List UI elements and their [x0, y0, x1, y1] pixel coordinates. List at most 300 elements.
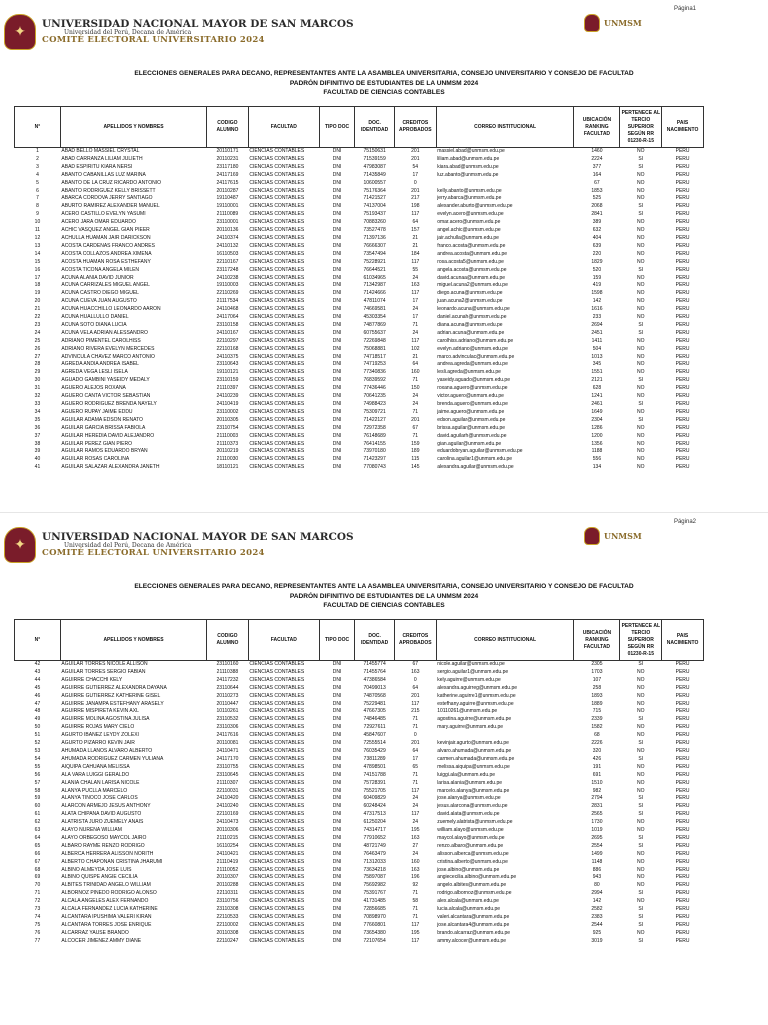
- table-row: [15, 172, 704, 180]
- doc-id: 75309721: [363, 408, 386, 415]
- doc-type: DNI: [332, 377, 342, 384]
- doc-id: 47983087: [363, 163, 386, 170]
- credits: 196: [411, 874, 420, 881]
- tercio-superior: NO: [637, 306, 645, 313]
- tercio-superior: NO: [637, 148, 645, 154]
- student-code: 21110003: [216, 432, 239, 439]
- row-number: 69: [34, 874, 41, 881]
- faculty: CIENCIAS CONTABLES: [249, 763, 305, 770]
- country: PERU: [675, 393, 690, 400]
- row-number: 47: [34, 700, 41, 707]
- email[interactable]: carmen.ahumada@unmsm.edu.pe: [437, 755, 515, 762]
- row-number: 14: [34, 250, 41, 257]
- tercio-superior: NO: [637, 408, 645, 415]
- faculty: CIENCIAS CONTABLES: [249, 811, 305, 818]
- credits: 64: [412, 747, 419, 754]
- row-number: 35: [34, 416, 41, 423]
- student-name: AIQUIPA CAHUANA MELISSA: [61, 763, 130, 770]
- col-email: CORREO INSTITUCIONAL: [436, 107, 574, 148]
- faculty: CIENCIAS CONTABLES: [249, 290, 305, 297]
- student-code: 24117616: [216, 732, 239, 739]
- student-name: ACOSTA COLLAZOS ANDREA XIMENA: [61, 250, 152, 257]
- doc-id: 47898501: [363, 763, 386, 770]
- table-row: [15, 882, 704, 890]
- student-code: 21110215: [216, 834, 239, 841]
- row-number: 73: [34, 906, 41, 913]
- table-row: [15, 748, 704, 756]
- student-code: 18110121: [216, 464, 239, 471]
- university-header: [4, 527, 354, 563]
- tercio-superior: NO: [637, 345, 645, 352]
- email[interactable]: andrea.agreda@unmsm.edu.pe: [437, 361, 508, 368]
- credits: 24: [412, 795, 419, 802]
- credits: 198: [411, 203, 420, 210]
- email[interactable]: brando.alcarraz@unmsm.edu.pe: [437, 929, 511, 936]
- doc-type: DNI: [332, 401, 342, 407]
- row-number: 6: [36, 187, 39, 194]
- faculty: CIENCIAS CONTABLES: [249, 345, 305, 352]
- row-number: 31: [34, 385, 41, 392]
- email[interactable]: evelyn.adriano@unmsm.edu.pe: [437, 345, 508, 352]
- student-code: 10110261: [216, 708, 239, 715]
- country: PERU: [675, 882, 690, 889]
- email[interactable]: omar.acero@unmsm.edu.pe: [437, 219, 501, 226]
- email[interactable]: [436, 180, 574, 188]
- doc-type: DNI: [332, 306, 342, 313]
- email[interactable]: alexandra.aguirreg@unmsm.edu.pe: [437, 684, 518, 691]
- country: PERU: [675, 890, 690, 897]
- tercio-superior: SI: [638, 716, 644, 723]
- email[interactable]: estefhany.aguirre@unmsm.edu.pe: [437, 700, 514, 707]
- email[interactable]: evelyn.acero@unmsm.edu.pe: [437, 211, 504, 218]
- doc-type: DNI: [332, 242, 342, 249]
- email[interactable]: lesli.agreda@unmsm.edu.pe: [437, 369, 501, 376]
- doc-type: DNI: [332, 290, 342, 297]
- email[interactable]: andrea.acosta@unmsm.edu.pe: [437, 250, 508, 257]
- unmsm-shield-icon: [584, 14, 600, 32]
- tercio-superior: NO: [637, 763, 645, 770]
- table-row: [15, 203, 704, 211]
- faculty: CIENCIAS CONTABLES: [249, 724, 305, 731]
- country: PERU: [675, 771, 690, 778]
- email[interactable]: carolina.aguilar1@unmsm.edu.pe: [437, 456, 513, 463]
- student-code: 24110471: [216, 747, 239, 754]
- email[interactable]: gian.aguilar@unmsm.edu.pe: [437, 440, 502, 447]
- doc-type: DNI: [332, 668, 342, 675]
- student-name: ALAYO NUREÑA WILLIAM: [61, 827, 122, 834]
- email[interactable]: adrian.acuna@unmsm.edu.pe: [437, 329, 505, 336]
- col-rank: UBICACIÓN RANKING FACULTAD: [574, 620, 620, 661]
- country: PERU: [675, 266, 690, 273]
- tercio-superior: NO: [637, 787, 645, 794]
- doc-type: DNI: [332, 219, 342, 226]
- email[interactable]: jose.alcantara4@unmsm.edu.pe: [437, 921, 510, 928]
- table-row: [15, 243, 704, 251]
- table-row: [15, 195, 704, 203]
- unmsm-shield-icon: [584, 527, 600, 545]
- student-code: 23110643: [216, 361, 239, 368]
- email[interactable]: alex.alcala@unmsm.edu.pe: [437, 898, 499, 905]
- student-code: 23110532: [216, 716, 239, 723]
- email[interactable]: 10110261@unmsm.edu.pe: [437, 708, 498, 715]
- doc-id: 48721749: [363, 842, 386, 849]
- credits: 189: [411, 448, 420, 455]
- email[interactable]: lucia.alcala@unmsm.edu.pe: [437, 906, 501, 913]
- student-code: 19110003: [216, 282, 239, 289]
- student-code: 24110375: [216, 353, 239, 360]
- email[interactable]: jesus.alarcona@unmsm.edu.pe: [437, 803, 508, 810]
- ranking: 1510: [591, 779, 603, 786]
- student-name: ACUÑA VELA ADRIAN ALESSANDRO: [61, 329, 148, 336]
- credits: 24: [412, 329, 419, 336]
- tercio-superior: NO: [637, 250, 645, 257]
- country: PERU: [675, 234, 690, 241]
- table-row: [15, 803, 704, 811]
- faculty: CIENCIAS CONTABLES: [249, 921, 305, 928]
- table-row: [15, 669, 704, 677]
- table-row: [15, 827, 704, 835]
- country: PERU: [675, 937, 690, 944]
- tercio-superior: NO: [637, 819, 645, 826]
- credits: 201: [411, 155, 420, 162]
- table-row: [15, 259, 704, 267]
- country: PERU: [675, 250, 690, 257]
- email[interactable]: [436, 732, 574, 740]
- student-code: 21110419: [216, 858, 239, 865]
- country: PERU: [675, 724, 690, 731]
- email[interactable]: david.aguilarh@unmsm.edu.pe: [437, 432, 507, 439]
- doc-type: DNI: [332, 811, 342, 818]
- doc-type: DNI: [332, 234, 342, 241]
- email[interactable]: angela.acosta@unmsm.edu.pe: [437, 266, 507, 273]
- doc-id: 71421527: [363, 195, 386, 202]
- email[interactable]: diana.acuna@unmsm.edu.pe: [437, 321, 503, 328]
- faculty: CIENCIAS CONTABLES: [249, 858, 305, 865]
- email[interactable]: edson.aguilar@unmsm.edu.pe: [437, 416, 506, 423]
- ranking: 1829: [591, 258, 603, 265]
- table-row: [15, 819, 704, 827]
- doc-id: 72269848: [363, 337, 386, 344]
- row-number: 50: [34, 724, 41, 731]
- row-number: 29: [34, 369, 41, 376]
- email[interactable]: kelly.abanto@unmsm.edu.pe: [437, 187, 502, 194]
- faculty: CIENCIAS CONTABLES: [249, 716, 305, 723]
- email[interactable]: jair.achulla@unmsm.edu.pe: [437, 234, 499, 241]
- student-name: AGUILAR TORRES NICOLE ALLISON: [61, 661, 148, 667]
- email[interactable]: alexander.aburto@unmsm.edu.pe: [437, 203, 513, 210]
- table-row: [15, 369, 704, 377]
- table-body: [15, 148, 704, 473]
- university-name: UNIVERSIDAD NACIONAL MAYOR DE SAN MARCOS: [42, 530, 354, 543]
- country: PERU: [675, 377, 690, 384]
- country: PERU: [675, 668, 690, 675]
- col-code: CODIGO ALUMNO: [207, 107, 249, 148]
- email[interactable]: rosa.acosta5@unmsm.edu.pe: [437, 258, 504, 265]
- doc-id: 74151788: [363, 771, 386, 778]
- faculty: CIENCIAS CONTABLES: [249, 771, 305, 778]
- email[interactable]: franco.acosta@unmsm.edu.pe: [437, 242, 506, 249]
- table-row: [15, 188, 704, 196]
- email[interactable]: marcelo.alanya@unmsm.edu.pe: [437, 787, 510, 794]
- faculty: CIENCIAS CONTABLES: [249, 661, 305, 667]
- col-credits: CREDITOS APROBADOS: [394, 107, 436, 148]
- doc-type: DNI: [332, 274, 342, 281]
- student-code: 23117248: [216, 266, 239, 273]
- student-code: 22110169: [216, 811, 239, 818]
- email[interactable]: william.alayo@unmsm.edu.pe: [437, 827, 504, 834]
- email[interactable]: maycol.alayo@unmsm.edu.pe: [437, 834, 505, 841]
- faculty: CIENCIAS CONTABLES: [249, 834, 305, 841]
- student-code: 19110487: [216, 195, 239, 202]
- email[interactable]: daniel.acunah@unmsm.edu.pe: [437, 314, 507, 321]
- credits: 24: [412, 306, 419, 313]
- row-number: 10: [34, 219, 41, 226]
- table-header-row: [15, 107, 704, 148]
- country: PERU: [675, 834, 690, 841]
- tercio-superior: NO: [637, 827, 645, 834]
- doc-id: 72927611: [363, 724, 386, 731]
- table-row: [15, 338, 704, 346]
- table-row: [15, 330, 704, 338]
- table-row: [15, 448, 704, 456]
- email[interactable]: kiara.abad@unmsm.edu.pe: [437, 163, 499, 170]
- email[interactable]: zuemely.alatrista@unmsm.edu.pe: [437, 819, 513, 826]
- student-name: AGUILAR PEREZ GIAN PIERO: [61, 440, 132, 447]
- student-name: ADRIANO RIVERA EVELYN MERCEDES: [61, 345, 155, 352]
- email[interactable]: nicole.aguilar@unmsm.edu.pe: [437, 661, 505, 667]
- tercio-superior: SI: [638, 163, 644, 170]
- row-number: 76: [34, 929, 41, 936]
- student-name: ALA VARA LUIGGI GERALDO: [61, 771, 130, 778]
- student-name: ABURTO RAMIREZ ALEXANDER MANUEL: [61, 203, 160, 210]
- student-name: AGUILAR SALAZAR ALEXANDRA JANETH: [61, 464, 160, 471]
- email[interactable]: victor.aguero@unmsm.edu.pe: [437, 393, 504, 400]
- email[interactable]: melissa.aiquipa@unmsm.edu.pe: [437, 763, 510, 770]
- doc-id: 75228921: [363, 258, 386, 265]
- table-row: [15, 693, 704, 701]
- email[interactable]: david.alata@unmsm.edu.pe: [437, 811, 500, 818]
- email[interactable]: angiececilia.albino@unmsm.edu.pe: [437, 874, 517, 881]
- table-row: [15, 724, 704, 732]
- email[interactable]: ammy.alcocer@unmsm.edu.pe: [437, 937, 507, 944]
- table-row: [15, 164, 704, 172]
- email[interactable]: luz.abanto@unmsm.edu.pe: [437, 171, 499, 178]
- table-row: [15, 788, 704, 796]
- row-number: 11: [34, 227, 41, 234]
- doc-id: 41731485: [363, 898, 386, 905]
- faculty: CIENCIAS CONTABLES: [249, 779, 305, 786]
- email[interactable]: cristina.alberto@unmsm.edu.pe: [437, 858, 508, 865]
- col-doctype: TIPO DOC: [319, 620, 354, 661]
- email[interactable]: kely.aguirre@unmsm.edu.pe: [437, 676, 501, 683]
- doc-type: DNI: [332, 858, 342, 865]
- row-number: 32: [34, 393, 41, 400]
- email[interactable]: marco.advinculac@unmsm.edu.pe: [437, 353, 515, 360]
- email[interactable]: miguel.acuna2@unmsm.edu.pe: [437, 282, 508, 289]
- doc-id: 75521705: [363, 787, 386, 794]
- email[interactable]: juan.acuna2@unmsm.edu.pe: [437, 298, 503, 305]
- student-name: AGURTO PIZARRO KEVIN JAIR: [61, 740, 135, 747]
- title-line-2: PADRÓN DIFINITIVO DE ESTUDIANTES DE LA UNMSM 2024: [289, 79, 479, 87]
- doc-id: 75692982: [363, 882, 386, 889]
- email[interactable]: angel.achic@unmsm.edu.pe: [437, 227, 501, 234]
- email[interactable]: alexandra.aguilar@unmsm.edu.pe: [437, 464, 514, 471]
- tercio-superior: NO: [637, 779, 645, 786]
- credits: 201: [411, 148, 420, 154]
- tercio-superior: NO: [637, 700, 645, 707]
- row-number: 64: [34, 834, 41, 841]
- email[interactable]: valeri.alcantara@unmsm.edu.pe: [437, 914, 510, 920]
- table-row: [15, 235, 704, 243]
- email[interactable]: yaseidy.aguado@unmsm.edu.pe: [437, 377, 510, 384]
- tercio-superior: NO: [637, 361, 645, 368]
- student-code: 22110031: [216, 787, 239, 794]
- credits: 24: [412, 850, 419, 857]
- email[interactable]: katherine.aguirre1@unmsm.edu.pe: [437, 692, 516, 699]
- student-code: 23110002: [216, 408, 239, 415]
- document-page-1: [0, 0, 768, 512]
- table-row: [15, 764, 704, 772]
- student-name: AGUIRRE CHACCHI KELY: [61, 676, 123, 683]
- email[interactable]: jerry.abarca@unmsm.edu.pe: [437, 195, 502, 202]
- email[interactable]: jaime.aguero@unmsm.edu.pe: [437, 408, 505, 415]
- credits: 71: [412, 408, 419, 415]
- credits: 71: [412, 716, 419, 723]
- email[interactable]: jose.albino@unmsm.edu.pe: [437, 866, 500, 873]
- email[interactable]: sergio.aguilar1@unmsm.edu.pe: [437, 668, 509, 675]
- student-name: ABARCA CORDOVA JERRY SANTIAGO: [61, 195, 153, 202]
- student-name: ADVINCULA CHAVEZ MARCO ANTONIO: [61, 353, 155, 360]
- doc-type: DNI: [332, 337, 342, 344]
- faculty: CIENCIAS CONTABLES: [249, 803, 305, 810]
- ranking: 982: [592, 787, 602, 794]
- country: PERU: [675, 858, 690, 865]
- student-table: [14, 619, 704, 946]
- tercio-superior: SI: [638, 890, 644, 897]
- email[interactable]: eduardobryan.aguilar@unmsm.edu.pe: [437, 448, 523, 455]
- ranking: 80: [594, 882, 600, 889]
- email[interactable]: leonardo.acuna@unmsm.edu.pe: [437, 306, 510, 313]
- student-name: ADRIANO PIMENTEL CAROLHISS: [61, 337, 141, 344]
- doc-id: 77660801: [363, 921, 386, 928]
- doc-id: 77436446: [363, 385, 386, 392]
- row-number: 59: [34, 795, 41, 802]
- document-page-2: [0, 512, 768, 1025]
- email[interactable]: brissa.aguilar@unmsm.edu.pe: [437, 424, 506, 431]
- student-code: 16110254: [216, 842, 239, 849]
- faculty: CIENCIAS CONTABLES: [249, 171, 305, 178]
- doc-type: DNI: [332, 369, 342, 376]
- doc-type: DNI: [332, 298, 342, 305]
- row-number: 53: [34, 747, 41, 754]
- faculty: CIENCIAS CONTABLES: [249, 732, 305, 739]
- country: PERU: [675, 819, 690, 826]
- email[interactable]: diego.acuna@unmsm.edu.pe: [437, 290, 503, 297]
- email[interactable]: mary.aguirre@unmsm.edu.pe: [437, 724, 504, 731]
- student-name: ALCALA ANGELES ALEX FERNANDO: [61, 898, 149, 905]
- table-row: [15, 685, 704, 693]
- country: PERU: [675, 290, 690, 297]
- table-row: [15, 795, 704, 803]
- email[interactable]: renzo.albaro@unmsm.edu.pe: [437, 842, 504, 849]
- row-number: 62: [34, 819, 41, 826]
- credits: 71: [412, 321, 419, 328]
- doc-type: DNI: [332, 250, 342, 257]
- faculty: CIENCIAS CONTABLES: [249, 337, 305, 344]
- faculty: CIENCIAS CONTABLES: [249, 298, 305, 305]
- email[interactable]: liliam.abad@unmsm.edu.pe: [437, 155, 500, 162]
- committee-name: COMITÉ ELECTORAL UNIVERSITARIO 2024: [42, 548, 265, 559]
- email[interactable]: agostina.aguirre@unmsm.edu.pe: [437, 716, 512, 723]
- doc-type: DNI: [332, 661, 342, 667]
- ranking: 107: [592, 676, 602, 683]
- ranking: 404: [592, 234, 602, 241]
- country: PERU: [675, 906, 690, 913]
- faculty: CIENCIAS CONTABLES: [249, 401, 305, 407]
- email[interactable]: massiel.abad@unmsm.edu.pe: [437, 148, 505, 154]
- faculty: CIENCIAS CONTABLES: [249, 747, 305, 754]
- doc-type: DNI: [332, 676, 342, 683]
- email[interactable]: larisa.alania@unmsm.edu.pe: [437, 779, 503, 786]
- ranking: 426: [592, 755, 602, 762]
- row-number: 18: [34, 282, 41, 289]
- row-number: 7: [36, 195, 39, 202]
- col-faculty: FACULTAD: [248, 620, 319, 661]
- doc-id: 71455764: [363, 668, 386, 675]
- student-name: AHUMADA LLANOS ALVARO ALBERTO: [61, 747, 153, 754]
- tercio-superior: NO: [637, 179, 645, 186]
- student-code: 20110305: [216, 416, 239, 423]
- faculty: CIENCIAS CONTABLES: [249, 361, 305, 368]
- faculty: CIENCIAS CONTABLES: [249, 353, 305, 360]
- faculty: CIENCIAS CONTABLES: [249, 219, 305, 226]
- title-line-1: ELECCIONES GENERALES PARA DECANO, REPRESENTANTES ANTE LA ASAMBLEA UNIVERSITARIA, CONSEJO UNIVERSITARIO Y CONSEJO DE FACULTAD: [134, 583, 634, 590]
- tercio-superior: SI: [638, 740, 644, 747]
- email[interactable]: angelo.albites@unmsm.edu.pe: [437, 882, 507, 889]
- country: PERU: [675, 700, 690, 707]
- table-row: [15, 322, 704, 330]
- faculty: CIENCIAS CONTABLES: [249, 163, 305, 170]
- table-row: [15, 716, 704, 724]
- country: PERU: [675, 661, 690, 667]
- row-number: 30: [34, 377, 41, 384]
- email[interactable]: luiggi.ala@unmsm.edu.pe: [437, 771, 496, 778]
- email[interactable]: jose.alanya@unmsm.edu.pe: [437, 795, 501, 802]
- credits: 67: [412, 661, 419, 667]
- doc-type: DNI: [332, 834, 342, 841]
- student-name: ALANIA CHALAN LARISA NICOLE: [61, 779, 140, 786]
- email[interactable]: carolhiss.adriano@unmsm.edu.pe: [437, 337, 514, 344]
- col-credits: CREDITOS APROBADOS: [394, 620, 436, 661]
- email[interactable]: alvaro.ahumada@unmsm.edu.pe: [437, 747, 512, 754]
- ranking: 1019: [591, 827, 603, 834]
- email[interactable]: brenda.aguero@unmsm.edu.pe: [437, 401, 508, 407]
- doc-id: 60248424: [363, 803, 386, 810]
- email[interactable]: roxana.aguero@unmsm.edu.pe: [437, 385, 508, 392]
- page-number: Página2: [673, 519, 696, 525]
- email[interactable]: kevinjair.agurto@unmsm.edu.pe: [437, 740, 509, 747]
- tercio-superior: NO: [637, 874, 645, 881]
- email[interactable]: alisson.alberca@unmsm.edu.pe: [437, 850, 509, 857]
- tercio-superior: NO: [637, 708, 645, 715]
- email[interactable]: david.acunaa@unmsm.edu.pe: [437, 274, 506, 281]
- ranking: 377: [592, 163, 602, 170]
- table-row: [15, 385, 704, 393]
- table-row: [15, 732, 704, 740]
- credits: 117: [411, 921, 420, 928]
- email[interactable]: rodrigo.albornoz@unmsm.edu.pe: [437, 890, 512, 897]
- doc-type: DNI: [332, 227, 342, 234]
